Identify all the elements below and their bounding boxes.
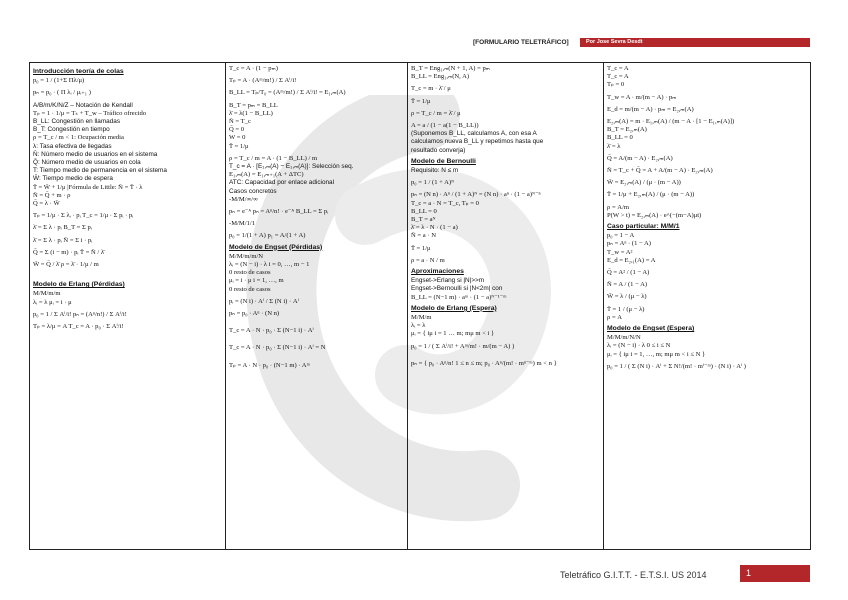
formula-line: T_w = A · m/(m − A) · pₘ	[607, 93, 677, 101]
formula-line: N̄ = T_c	[229, 118, 251, 126]
formula-line: λ̄ = Σ λ · pᵢ B_T = Σ pᵢ	[33, 224, 92, 232]
formula-line: λ̄ = λ	[607, 142, 621, 150]
formula-line: T_w = A²	[607, 248, 633, 256]
formula-line: B_LL = Tₚ/T₀ = (Aᵐ/m!) / Σ Aⁱ/i! = E₁,ₘ(A)	[229, 89, 346, 97]
formula-line: T_c = A	[607, 73, 629, 81]
formula-line: p₀ = 1 / Σ Aⁱ/i! pₙ = (Aⁿ/n!) / Σ Aⁱ/i!	[33, 310, 127, 318]
formula-line: λᵢ = λ μᵢ = i · μ	[33, 298, 72, 306]
formula-line: B_LL = 0	[411, 207, 437, 215]
footer-text: Teletráfico G.I.T.T. - E.T.S.I. US 2014	[560, 570, 707, 580]
formula-line: λ: Tasa efectiva de llegadas	[33, 142, 112, 150]
formula-line: Casos concretos	[229, 187, 277, 195]
formula-line: Tₚ = 0	[607, 81, 625, 89]
formula-line: ρ = T_c / m = λ̄ / μ	[411, 109, 461, 117]
section-title: Aproximaciones	[411, 268, 464, 276]
section-title: Modelo de Engset (Pérdidas)	[229, 243, 323, 251]
formula-line: μᵢ = { iμ i = 1, …, m; mμ m < i ≤ N }	[607, 350, 706, 358]
formula-line: Tₚ = 1/μ · Σ λᵢ · pᵢ T_c = 1/μ · Σ pᵢ · pᵢ	[33, 212, 134, 220]
formula-line: Engset->Bernoulli si |N<2m| con	[411, 285, 503, 293]
page-number: 1	[740, 565, 810, 582]
formula-line: E_d = m/(m − A) · pₘ = E₂,ₘ(A)	[607, 105, 694, 113]
formula-line: T: Tiempo medio de permanencia en el sistema	[33, 167, 167, 175]
formula-line: pₙ = p₀ · Aⁿ · (N n)	[229, 310, 280, 318]
formula-line: pₙ = e⁻ᴬ pₙ = Aⁿ/n! · e⁻ᴬ B_LL = Σ pᵢ	[229, 208, 329, 216]
formula-line: p₀ = 1 / ( Σ Aⁱ/i! + Aᵐ/m! · m/(m − A) )	[411, 342, 515, 350]
formula-line: B_T = pₘ = B_LL	[229, 101, 278, 109]
formula-line: -M/M/1/1	[229, 220, 256, 228]
formula-line: T̄ = 1/μ	[229, 142, 249, 150]
header-author: Por Jose Sevra Desdt	[580, 38, 810, 47]
formula-line: T̄ = 1/μ	[411, 97, 431, 105]
formula-line: E₂,ₘ(A) = m · E₁,ₘ(A) / (m − A · [1 − E₁,ₘ(A)])	[607, 118, 735, 126]
formula-line: T_c = A · [E₁,ₘ(A) − E₁,ₘ(A)]: Selección seq.	[229, 163, 354, 171]
formula-line: Q̄ = A² / (1 − A)	[607, 269, 650, 277]
formula-line: B_T: Congestión en tiempo	[33, 126, 110, 134]
formula-line: ρ = T_c / m = A · (1 − B_LL) / m	[229, 154, 318, 162]
formula-line: Engset->Erlang si |N|>>m	[411, 277, 485, 285]
formula-line: B_LL = Eng₁,ₘ(N, A)	[411, 73, 470, 81]
formula-line: Tₚ = λ/μ = A T_c = A · p₀ · Σ Aⁱ/i!	[33, 323, 124, 331]
formula-line: W̄: Tiempo medio de espera	[33, 175, 113, 183]
header-title: [FORMULARIO TELETRÁFICO]	[473, 39, 569, 46]
formula-line: p₀ = 1/(1 + A) p₁ = A/(1 + A)	[229, 232, 306, 240]
section-title: Modelo de Engset (Espera)	[607, 325, 695, 333]
formula-line: Tₚ = 1 · 1/μ = Tₛ + T_w – Tráfico ofrecido	[33, 109, 147, 117]
formula-line: μᵢ = { iμ i = 1 … m; mμ m < i }	[411, 330, 495, 338]
section-title: Modelo de Erlang (Pérdidas)	[33, 281, 125, 289]
formula-line: M/M/m/m/N	[229, 252, 264, 260]
formula-line: T̄ = 1 / (μ − λ)	[607, 305, 645, 313]
formula-line: B_T = E₂,ₘ(A)	[607, 126, 647, 134]
formula-line: Q̄: Número medio de usuarios en cola	[33, 159, 141, 167]
formula-line: A/B/m/K/N/Z – Notación de Kendall	[33, 101, 133, 109]
column-4	[604, 63, 810, 549]
section-title: Modelo de Erlang (Espera)	[411, 304, 497, 312]
formula-line: B_LL: Congestión en llamadas	[33, 118, 121, 126]
formula-line: T_c = A · N · p₀ · Σ (N−1 i) · Aⁱ	[229, 327, 314, 335]
formula-line: ρ = a · N / m	[411, 256, 445, 264]
formula-line: p₀ = 1 − A	[607, 232, 635, 240]
formula-line: T_c = A	[607, 65, 629, 72]
formula-line: N̄ = Q̄ + m · ρ	[33, 191, 71, 199]
formula-line: ATC: Capacidad por enlace adicional	[229, 179, 335, 187]
formula-line: p₀ = 1 / (1 + A)ᴺ	[411, 179, 455, 187]
section-title: Modelo de Bernoulli	[411, 157, 476, 165]
formula-line: A = a / (1 − a(1 − B_LL))	[411, 122, 479, 130]
formula-line: pₙ = p₀ · ( Π λᵢ / μᵢ₊₁ )	[33, 89, 91, 97]
formula-line: W̄ = λ / (μ − λ)	[607, 293, 647, 301]
formula-line: E₁,ₘ(A) = E₁,ₘ₊₁(A + ΔTC)	[229, 171, 304, 179]
formula-line: B_T = aᴺ	[411, 216, 436, 224]
formula-line: Q̄ = A/(m − A) · E₂,ₘ(A)	[607, 154, 673, 162]
formula-line: pᵢ = (N i) · Aⁱ / Σ (N i) · Aⁱ	[229, 297, 299, 305]
formula-line: Requisito: N ≤ m	[411, 167, 459, 175]
formula-line: N̄ = T_c + Q̄ = A + A/(m − A) · E₂,ₘ(A)	[607, 167, 713, 175]
formula-line: 0 resto de casos	[229, 269, 271, 277]
formula-line: W̄ = Q̄ / λ̄ ρ = λ̄ · 1/μ / m	[33, 261, 99, 269]
formula-line: B_T = Eng₁,ₘ(N + 1, A) = pₘ	[411, 65, 490, 72]
formula-line: E_d = E₂,₁(A) = A	[607, 256, 656, 264]
formula-line: calculamos nueva B_LL y repetimos hasta que	[411, 138, 544, 146]
formula-line: B_LL = (N−1 m) · aᵐ · (1 − a)ᴺ⁻¹⁻ᵐ	[411, 293, 507, 301]
formula-line: ρ = A	[607, 313, 623, 321]
formula-line: Tₚ = A · N · p₀ · (N−1 m) · Aᵐ	[229, 361, 310, 369]
formula-line: T_c = A · (1 − pₘ)	[229, 65, 278, 72]
formula-line: T̄ = 1/μ	[411, 244, 431, 252]
formula-line: B_LL = 0	[607, 134, 633, 142]
formula-line: (Suponemos B_LL, calculamos A, con esa A	[411, 130, 537, 138]
formula-line: -M/M/∞/∞	[229, 195, 258, 203]
formula-line: M/M/m/m	[33, 290, 61, 298]
formula-line: ρ = T_c / m < 1: Ocupación media	[33, 134, 124, 142]
formula-line: M/M/m	[411, 314, 432, 322]
formula-line: Q̄ = 0	[229, 126, 245, 134]
formula-line: μᵢ = i · μ i = 1, …, m	[229, 277, 284, 285]
formula-line: pₙ = Aⁿ · (1 − A)	[607, 240, 652, 248]
formula-line: λ̄ = λ · N · (1 − a)	[411, 224, 458, 232]
formula-line: M/M/m/N/N	[607, 334, 641, 342]
formula-line: N̄ = a · N	[411, 232, 436, 240]
formula-line: p₀ = 1 / ( Σ (N i) · Aⁱ + Σ N!/(m! · mⁱ⁻ᵐ) · (N i) · Aⁱ )	[607, 362, 746, 370]
formula-line: λᵢ = λ	[411, 322, 426, 330]
formula-line: T_c = a · N = T_c, Tₚ = 0	[411, 199, 479, 207]
formula-line: pₙ = (N n) · Aⁿ / (1 + A)ᴺ = (N n) · aⁿ · (1 − a)ᴺ⁻ⁿ	[411, 191, 541, 199]
formula-line: ρ = A/m	[607, 203, 630, 211]
formula-line: T̄ = 1/μ + E₂,ₘ(A) / (μ · (m − A))	[607, 191, 695, 199]
formula-line: λᵢ = (N − i) · λ 0 ≤ i ≤ N	[607, 342, 671, 350]
formula-line: resultado converja)	[411, 146, 466, 154]
formula-line: T_c = A · N · p₀ · Σ (N−1 i) · Aⁱ = N	[229, 344, 326, 352]
section-title: Introducción teoría de colas	[33, 68, 124, 75]
formula-line: λ̄ = Σ λ · pᵢ N̄ = Σ i · pᵢ	[33, 236, 93, 244]
formula-line: Q̄ = Σ (i − m) · pᵢ T̄ = N̄ / λ̄	[33, 248, 105, 256]
formula-line: W̄ = E₂,ₘ(A) / (μ · (m − A))	[607, 179, 681, 187]
formula-line: λ̄ = λ(1 − B_LL)	[229, 109, 273, 117]
formula-line: Tₚ = A · (Aᵐ/m!) / Σ Aⁱ/i!	[229, 77, 297, 85]
formula-line: N̄ = A / (1 − A)	[607, 281, 648, 289]
formula-line: p₀ = 1 / (1+Σ Πλ/μ)	[33, 77, 85, 85]
formula-line: T_c = m · λ̄ / μ	[411, 85, 451, 93]
column-3	[408, 63, 604, 549]
column-2	[226, 63, 408, 549]
formula-line: 0 resto de casos	[229, 285, 271, 293]
formula-line: T̄ = W̄ + 1/μ |Fórmula de Little: N̄ = T̄ · λ	[33, 183, 143, 191]
formula-sheet	[29, 62, 811, 550]
column-1	[30, 63, 226, 549]
section-title: Caso particular: M/M/1	[607, 223, 680, 231]
formula-line: W = 0	[229, 134, 246, 142]
formula-line: pₙ = { p₀ · Aⁿ/n! 1 ≤ n ≤ m; p₀ · Aⁿ/(m! · mⁿ⁻ᵐ) m < n }	[411, 359, 557, 367]
formula-line: λᵢ = (N − i) · λ i = 0, …, m − 1	[229, 261, 310, 269]
formula-line: Q̄ = λ · W̄	[33, 200, 60, 208]
formula-line: P(W > t) = E₂,ₘ(A) · e^(−(m−A)μt)	[607, 211, 702, 219]
formula-line: N̄: Número medio de usuarios en el sistema	[33, 150, 158, 158]
